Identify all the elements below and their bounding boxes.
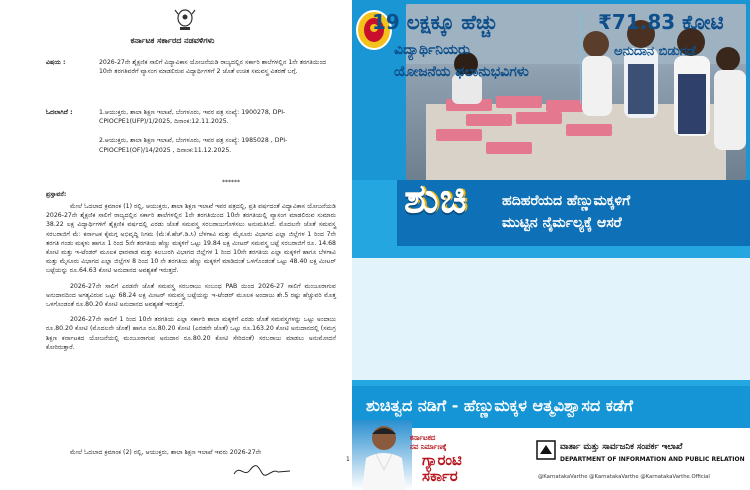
- guarantee-sarkara-logo: ಗ್ಯಾರಂಟಿ ಸರ್ಕಾರ: [422, 451, 462, 485]
- subject-section: [46, 58, 336, 76]
- document-body: [46, 202, 336, 358]
- tagline-line-2: ಮುಟ್ಟಿನ ನೈರ್ಮಲ್ಯಕ್ಕೆ ಆಸರೆ: [502, 215, 622, 231]
- references-label: ಓದಲಾಗಿದೆ :: [46, 109, 73, 116]
- reference-1: 1.ಆಯುಕ್ತರು, ಶಾಲಾ ಶಿಕ್ಷಣ ಇಲಾಖೆ, ಬೆಂಗಳೂರು, ಇವರ ಪತ್ರ ಸಂಖ್ಯೆ: 1900278, DPI-CPIOCPE1(UFP)/1/2025, ದಿನಾಂಕ:12.11.2025.: [99, 109, 286, 126]
- subject-label: ವಿಷಯ :: [46, 59, 66, 66]
- social-handles: @KarnatakaVarthe @KarnatakaVarthe @KarnatakaVarthe.Official: [538, 474, 710, 480]
- references-section: [46, 108, 336, 165]
- government-order-document: [0, 0, 350, 490]
- reference-2: 2.ಆಯುಕ್ತರು, ಶಾಲಾ ಶಿಕ್ಷಣ ಇಲಾಖೆ, ಬೆಂಗಳೂರು, ಇವರ ಪತ್ರ ಸಂಖ್ಯೆ: 1985028 , DPI-CPIOCPE1(OF)/14/2025 , ದಿನಾಂಕ:11.12.2025.: [99, 137, 288, 154]
- stats-panel: [352, 258, 750, 380]
- poster-title: ಶುಚಿ: [404, 176, 468, 222]
- beneficiaries-count: 19 ಲಕ್ಷಕ್ಕೂ ಹೆಚ್ಚು: [372, 10, 498, 34]
- department-name-english: DEPARTMENT OF INFORMATION AND PUBLIC RELATION: [560, 456, 745, 463]
- state-emblem-icon: [172, 6, 198, 34]
- chief-minister-portrait-icon: [358, 418, 410, 490]
- tagline-line-1: ಹದಿಹರೆಯದ ಹೆಣ್ಣುಮಕ್ಕಳಿಗೆ: [502, 193, 631, 209]
- guarantee-tagline-small: ಕರ್ನಾಟಕದ ನವ ನಿರ್ಮಾಣಕ್ಕೆ: [410, 434, 447, 451]
- separator-stars: ******: [222, 179, 240, 186]
- subject-text: 2026-27ನೇ ಶೈಕ್ಷಣಿಕ ಸಾಲಿಗೆ ವಿದ್ಯಾವಿಕಾಸ ಯೋಜನೆಯಡಿ ರಾಜ್ಯದಲ್ಲಿನ ಸರ್ಕಾರಿ ಶಾಲೆಗಳಲ್ಲಿನ 1ನೇ ತರಗತಿಯಿಂದ 10ನೇ ತರಗತಿವರೆಗೆ ವ್ಯಾಸಂಗ ಮಾಡಲಿರುವ ವಿದ್ಯಾರ್ಥಿಗಳಿಗೆ 2 ಜೊತೆ ಉಚಿತ ಸಮವಸ್ತ್ರ ವಿತರಣೆ ಬಗ್ಗೆ.: [99, 59, 327, 76]
- paragraph-1: ಮೇಲೆ ಓದಲಾದ ಕ್ರಮಾಂಕ (1) ರಲ್ಲಿ, ಆಯುಕ್ತರು, ಶಾಲಾ ಶಿಕ್ಷಣ ಇಲಾಖೆ ಇವರ ಪತ್ರದಲ್ಲಿ, ಪ್ರತಿ ವರ್ಷದಂತೆ ವಿದ್ಯಾವಿಕಾಸ ಯೋಜನೆಯಡಿ 2026-27ನೇ ಶೈಕ್ಷಣಿಕ ಸಾಲಿಗೆ ರಾಜ್ಯದಲ್ಲಿನ ಸರ್ಕಾರಿ ಶಾಲೆಗಳಲ್ಲಿನ 1ನೇ ತರಗತಿಯಿಂದ 10ನೇ ತರಗತಿಯಲ್ಲಿ ವ್ಯಾಸಂಗ ಮಾಡಲಿರುವ ಸುಮಾರು 38.22 ಲಕ್ಷ ವಿದ್ಯಾರ್ಥಿಗಳಿಗೆ ಶೈಕ್ಷಣಿಕ ವರ್ಷದಲ್ಲಿ ಎರಡು ಜೊತೆ ಸಮವಸ್ತ್ರ ಸರಬರಾಜುಗೊಳಿಸಲು ಅನುಮತಿಸಿದೆ. ಮೊದಲನೇ ಜೊತೆ ಸಮವಸ್ತ್ರ ಸರಬರಾಜಿಗೆ ಮೆ: ಕರ್ನಾಟಕ ಕೈಮಗ್ಗ ಅಭಿವೃದ್ಧಿ ನಿಗಮ (ಮೆ:ಕೆ.ಹೆಚ್.ಡಿ.ಸಿ) ಬೆಳಗಾವಿ ಮತ್ತು ಮೈಸೂರು ವಿಭಾಗದ ಎಲ್ಲಾ ಜಿಲ್ಲೆಗಳ 1 ರಿಂದ 7ನೇ ತರಗತಿ ಗಂಡು ಮಕ್ಕಳು ಹಾಗೂ 1 ರಿಂದ 5ನೇ ತರಗತಿಯ ಹೆಣ್ಣು ಮಕ್ಕಳಿಗೆ ಒಟ್ಟು 19.84 ಲಕ್ಷ ಮೀಟರ್ ಸಮವಸ್ತ್ರ ಬಟ್ಟೆ ಸರಬರಾಜಿಗೆ ರೂ. 14.68 ಕೋಟಿ ಮತ್ತು ಇ-ಟೆಂಡರ್ ಮೂಲಕ ಧಾರವಾಡ ಮತ್ತು ಕಲಬುರಗಿ ವಿಭಾಗದ ಜಿಲ್ಲೆಗಳ 1 ರಿಂದ 10ನೇ ತರಗತಿಯ ಎಲ್ಲಾ ಮಕ್ಕಳಿಗೆ ಹಾಗೂ ಬೆಳಗಾವಿ ಮತ್ತು ಮೈಸೂರು ವಿಭಾಗದ ಎಲ್ಲಾ ಜಿಲ್ಲೆಗಳ 8 ರಿಂದ 10 ನೇ ತರಗತಿಯ ಹೆಣ್ಣು ಮಕ್ಕಳಿಗೆ ಮಾಡಿದಂತೆ ಒಳಗೊಂಡಂತೆ ಒಟ್ಟು 48.40 ಲಕ್ಷ ಮೀಟರ್ ಬಟ್ಟೆಯನ್ನು ರೂ.64.63 ಕೋಟಿ ಅನುದಾನದ ಅವಶ್ಯಕತೆ ಇರುತ್ತದೆ.: [46, 203, 336, 275]
- signature-icon: [232, 462, 292, 480]
- paragraph-4-start: ಮೇಲೆ ಓದಲಾದ ಕ್ರಮಾಂಕ (2) ರಲ್ಲಿ, ಆಯುಕ್ತರು, ಶಾಲಾ ಶಿಕ್ಷಣ ಇಲಾಖೆ ಇವರು 2026-27ನೇ: [70, 449, 262, 456]
- page-number: 1: [346, 456, 350, 463]
- paragraph-3: 2026-27ನೇ ಸಾಲಿಗೆ 1 ರಿಂದ 10ನೇ ತರಗತಿಯ ಎಲ್ಲಾ ಸರ್ಕಾರಿ ಶಾಲಾ ಮಕ್ಕಳಿಗೆ ಎರಡು ಜೊತೆ ಸಮವಸ್ತ್ರಗಳನ್ನು ಒಟ್ಟು ಅಂದಾಜು ರೂ.80.20 ಕೋಟಿ (ಮೊದಲನೇ ಜೊತೆ) ಹಾಗೂ ರೂ.80.20 ಕೋಟಿ (ಎರಡನೇ ಜೊತೆ) ಒಟ್ಟು ರೂ.163.20 ಕೋಟಿ ಅನುದಾನದಲ್ಲಿ (ಸಮಗ್ರ ಶಿಕ್ಷಣ ಕರ್ನಾಟಕದ ಯೋಜನೆಯಲ್ಲಿ ಮಂಜೂರಾಗುವ ಅನುದಾನ ರೂ.80.20 ಕೋಟಿ ಸೇರಿದಂತೆ) ಸರಬರಾಜು ಮಾಡಲು ಅನುಮೋದನೆ ಕೋರಿರುತ್ತಾರೆ.: [46, 316, 336, 351]
- department-logo-icon: [536, 440, 556, 460]
- poster-slogan: ಶುಚಿತ್ವದ ನಡಿಗೆ - ಹೆಣ್ಣುಮಕ್ಕಳ ಆತ್ಮವಿಶ್ವಾಸದ ಕಡೆಗೆ: [366, 396, 634, 415]
- grant-label: ಅನುದಾನ ಬಿಡುಗಡೆ: [614, 44, 696, 59]
- shuchi-scheme-poster: [352, 0, 750, 490]
- poster-tagline: [502, 190, 630, 234]
- beneficiaries-label-2: ಯೋಜನೆಯ ಫಲಾನುಭವಿಗಳು: [394, 64, 529, 80]
- stats-divider: [580, 12, 581, 104]
- preamble-label: ಪ್ರಸ್ತಾವನೆ:: [46, 191, 67, 198]
- department-name-kannada: ವಾರ್ತಾ ಮತ್ತು ಸಾರ್ವಜನಿಕ ಸಂಪರ್ಕ ಇಲಾಖೆ: [560, 442, 683, 452]
- grant-amount: ₹71.83 ಕೋಟಿ: [598, 10, 724, 34]
- beneficiaries-label-1: ವಿದ್ಯಾರ್ಥಿನಿಯರು: [394, 42, 470, 58]
- paragraph-2: 2026-27ನೇ ಸಾಲಿಗೆ ಎರಡನೇ ಜೊತೆ ಸಮವಸ್ತ್ರ ಸರಬರಾಜು ಸಂಬಂಧ PAB ಯಿಂದ 2026-27 ಸಾಲಿಗೆ ಮಂಜೂರಾಗುವ ಅನುದಾನದಿಂದ ಅಗತ್ಯವಿರುವ ಒಟ್ಟು 68.24 ಲಕ್ಷ ಮೀಟರ್ ಸಮವಸ್ತ್ರ ಬಟ್ಟೆಯನ್ನು ಇ-ಟೆಂಡರ್ ಮೂಲಕ ಅಂದಾಜು ಶೇ.5 ರಷ್ಟು ಹೆಚ್ಚುವರಿ ಮೊತ್ತ ಒಳಗೊಂಡಂತೆ ರೂ.80.20 ಕೋಟಿ ಅನುದಾನದ ಅವಶ್ಯಕತೆ ಇರುತ್ತದೆ.: [46, 282, 336, 309]
- document-header: ಕರ್ನಾಟಕ ಸರ್ಕಾರದ ನಡವಳಿಗಳು: [130, 36, 215, 45]
